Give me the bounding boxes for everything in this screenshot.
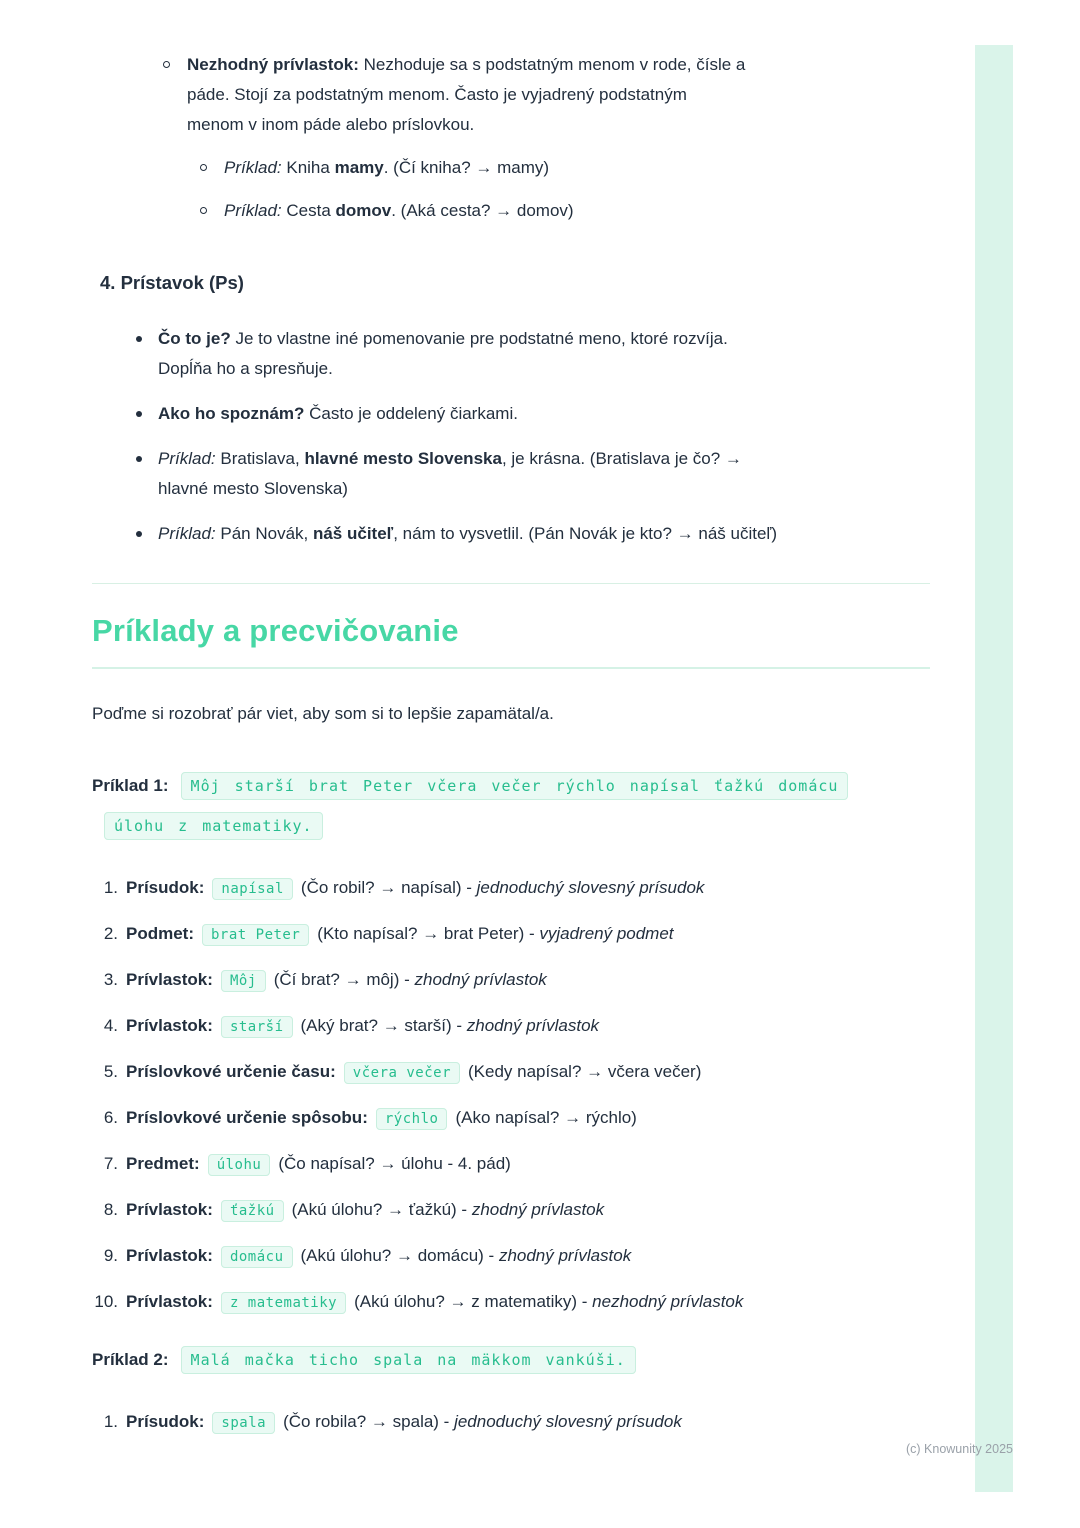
pristavok-heading: [92, 269, 930, 297]
analysis-item: [92, 919, 930, 950]
analysis-item: [92, 1057, 930, 1088]
analysis-text: [126, 1407, 682, 1438]
term-description: Nezhoduje sa s podstatným menom v rode, čísle a páde. Stojí za podstatným menom. Často je vyjadrený podstatným menom v inom páde alebo príslovkou.: [187, 55, 746, 134]
priklad-label: Príklad:: [224, 201, 282, 220]
pristavok-bullets-list: [92, 324, 930, 549]
category-label: zhodný prívlastok: [466, 1016, 600, 1035]
explanation-text: (Ako napísal? → rýchlo): [455, 1108, 637, 1127]
word-chip: spala: [212, 1412, 275, 1434]
section-title-underline: [92, 667, 930, 669]
example-item: [187, 196, 747, 226]
explanation-text: (Akú úlohu? → domácu) -: [300, 1246, 499, 1265]
heading-title: Prístavok (Ps): [120, 272, 244, 293]
pristavok-bullet-item: [136, 324, 930, 384]
bullet-pre-text: Bratislava,: [215, 449, 305, 468]
category-label: jednoduchý slovesný prísudok: [476, 878, 705, 897]
heading-number: 4.: [100, 272, 116, 293]
item-number: 8.: [103, 1200, 118, 1219]
word-chip: napísal: [212, 878, 293, 900]
bullet-post-text: , je krásna. (Bratislava je čo? → hlavné mesto Slovenska): [158, 449, 742, 498]
circle-bullet-icon: [200, 207, 207, 214]
word-chip: domácu: [221, 1246, 293, 1268]
word-chip: včera večer: [344, 1062, 460, 1084]
analysis-item: [92, 1103, 930, 1134]
example2-heading: [92, 1340, 862, 1380]
bullet-highlight: náš učiteľ: [312, 524, 394, 543]
bullet-post-text: Je to vlastne iné pomenovanie pre podstatné meno, ktoré rozvíja. Dopĺňa ho a spresňuje.: [158, 329, 728, 378]
analysis-item: [92, 1011, 930, 1042]
category-label: vyjadrený podmet: [539, 924, 674, 943]
category-label: jednoduchý slovesný prísudok: [454, 1412, 682, 1431]
sentence-part-label: Príslovkové určenie spôsobu:: [126, 1108, 368, 1127]
word-chip: brat Peter: [202, 924, 309, 946]
disc-bullet-icon: [136, 336, 142, 342]
item-number: 7.: [103, 1154, 118, 1173]
explanation-text: (Akú úlohu? → ťažkú) -: [291, 1200, 472, 1219]
example-text: [224, 196, 574, 226]
example-post-text: . (Čí kniha? → mamy): [383, 158, 550, 177]
analysis-text: [126, 1011, 599, 1042]
sentence-part-label: Prísudok:: [126, 878, 205, 897]
bullet-highlight: Ako ho spoznám?: [158, 404, 305, 423]
explanation-text: (Čo robila? → spala) -: [283, 1412, 455, 1431]
category-label: nezhodný prívlastok: [592, 1292, 744, 1311]
explanation-text: (Kto napísal? → brat Peter) -: [317, 924, 540, 943]
analysis-text: [126, 965, 547, 996]
word-chip: starší: [221, 1016, 293, 1038]
explanation-text: (Akú úlohu? → z matematiky) -: [354, 1292, 593, 1311]
explanation-text: (Aký brat? → starší) -: [300, 1016, 467, 1035]
sentence-part-label: Prívlastok:: [126, 1246, 213, 1265]
example1-sentence-chip: Môj starší brat Peter včera večer rýchlo napísal ťažkú domácu úlohu z matematiky.: [104, 772, 848, 840]
category-label: zhodný prívlastok: [414, 970, 547, 989]
analysis-item: [92, 1149, 930, 1180]
disc-bullet-icon: [136, 531, 142, 537]
analysis-text: [126, 1149, 511, 1180]
nezhodny-privlastok-item: [92, 50, 930, 239]
analysis-item: [92, 873, 930, 904]
item-number: 1.: [103, 878, 118, 897]
example-highlight: domov: [335, 201, 392, 220]
explanation-text: (Čo napísal? → úlohu - 4. pád): [278, 1154, 511, 1173]
example-text: [224, 153, 549, 183]
sentence-part-label: Príslovkové určenie času:: [126, 1062, 336, 1081]
sentence-part-label: Podmet:: [126, 924, 194, 943]
example2-sentence-chip: Malá mačka ticho spala na mäkkom vankúši.: [181, 1346, 636, 1374]
analysis-item: [92, 1287, 930, 1318]
word-chip: ťažkú: [221, 1200, 284, 1222]
term-label: Nezhodný prívlastok:: [187, 55, 359, 74]
bullet-text: [158, 444, 778, 504]
item-number: 4.: [103, 1016, 118, 1035]
example-pre-text: Cesta: [281, 201, 336, 220]
section-divider: [92, 583, 930, 584]
nezhodny-examples-list: [187, 153, 747, 226]
explanation-text: (Kedy napísal? → včera večer): [468, 1062, 702, 1081]
circle-bullet-icon: [200, 164, 207, 171]
sentence-part-label: Prísudok:: [126, 1412, 205, 1431]
priklad-label: Príklad:: [158, 524, 216, 543]
pristavok-bullet-item: [136, 444, 930, 504]
pristavok-bullet-item: [136, 399, 930, 429]
explanation-text: (Čo robil? → napísal) -: [300, 878, 477, 897]
item-number: 2.: [103, 924, 118, 943]
analysis-text: [126, 873, 704, 904]
sentence-part-label: Predmet:: [126, 1154, 200, 1173]
analysis-text: [126, 1241, 631, 1272]
bullet-text: [158, 399, 518, 429]
circle-bullet-icon: [163, 61, 170, 68]
item-number: 5.: [103, 1062, 118, 1081]
word-chip: úlohu: [208, 1154, 271, 1176]
word-chip: Môj: [221, 970, 266, 992]
analysis-text: [126, 1103, 637, 1134]
bullet-text: [158, 324, 778, 384]
analysis-text: [126, 1287, 743, 1318]
bullet-post-text: Často je oddelený čiarkami.: [304, 404, 518, 423]
bullet-post-text: , nám to vysvetlil. (Pán Novák je kto? → náš učiteľ): [393, 524, 778, 543]
example-item: [187, 153, 747, 183]
category-label: zhodný prívlastok: [498, 1246, 632, 1265]
copyright-notice: (c) Knowunity 2025: [905, 1442, 1013, 1456]
example-pre-text: Kniha: [281, 158, 335, 177]
item-number: 3.: [103, 970, 118, 989]
pristavok-bullet-item: [136, 519, 930, 549]
example1-label: Príklad 1:: [92, 776, 169, 795]
explanation-text: (Čí brat? → môj) -: [273, 970, 415, 989]
analysis-item: [92, 965, 930, 996]
example2-label: Príklad 2:: [92, 1350, 169, 1369]
analysis-item: [92, 1195, 930, 1226]
sentence-part-label: Prívlastok:: [126, 1016, 213, 1035]
intro-paragraph: Poďme si rozobrať pár viet, aby som si to lepšie zapamätal/a.: [92, 704, 554, 723]
analysis-item: [92, 1407, 930, 1438]
category-label: zhodný prívlastok: [471, 1200, 605, 1219]
bullet-highlight: hlavné mesto Slovenska: [304, 449, 502, 468]
bullet-pre-text: Pán Novák,: [215, 524, 313, 543]
example-post-text: . (Aká cesta? → domov): [391, 201, 574, 220]
example1-analysis-list: [92, 873, 930, 1318]
example2-analysis-list: [92, 1407, 930, 1438]
nezhodny-privlastok-text: [187, 50, 747, 239]
bullet-highlight: Čo to je?: [158, 329, 231, 348]
priklad-label: Príklad:: [224, 158, 282, 177]
disc-bullet-icon: [136, 411, 142, 417]
item-number: 6.: [103, 1108, 118, 1127]
analysis-text: [126, 919, 674, 950]
priklad-label: Príklad:: [158, 449, 216, 468]
item-number: 1.: [103, 1412, 118, 1431]
item-number: 10.: [94, 1292, 118, 1311]
analysis-item: [92, 1241, 930, 1272]
analysis-text: [126, 1057, 701, 1088]
item-number: 9.: [103, 1246, 118, 1265]
analysis-text: [126, 1195, 604, 1226]
sentence-part-label: Prívlastok:: [126, 970, 213, 989]
bullet-text: [158, 519, 777, 549]
example1-heading: [92, 766, 862, 846]
example-highlight: mamy: [334, 158, 384, 177]
sentence-part-label: Prívlastok:: [126, 1292, 213, 1311]
disc-bullet-icon: [136, 456, 142, 462]
word-chip: rýchlo: [376, 1108, 448, 1130]
word-chip: z matematiky: [221, 1292, 346, 1314]
section-title: Príklady a precvičovanie: [92, 613, 459, 648]
sentence-part-label: Prívlastok:: [126, 1200, 213, 1219]
